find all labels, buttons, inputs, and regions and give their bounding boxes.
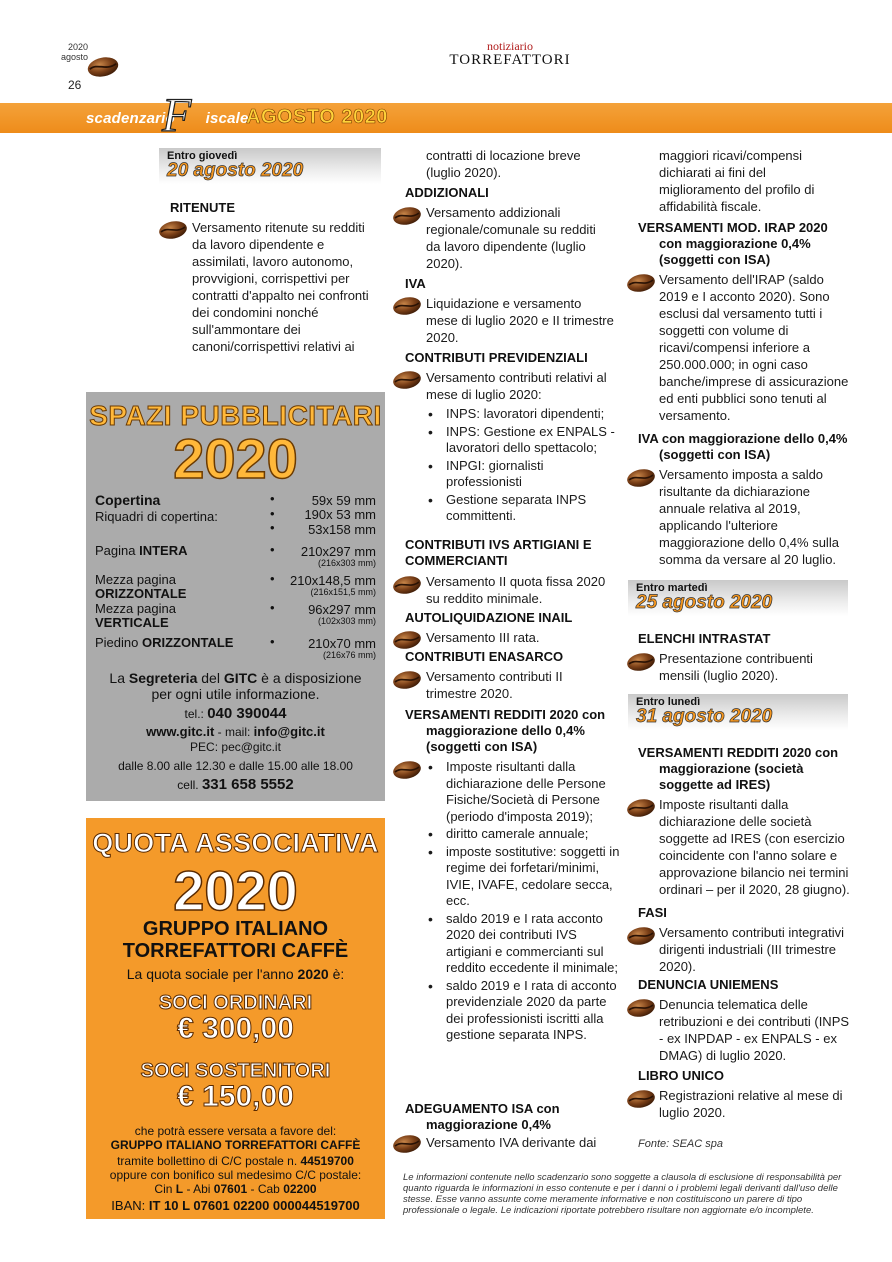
line: assimilati, lavoro autonomo,	[192, 254, 354, 269]
text-enasarco	[426, 668, 626, 702]
coffee-bean-icon	[392, 296, 422, 316]
membership-title: QUOTA ASSOCIATIVA	[92, 828, 379, 858]
coffee-bean-icon	[392, 670, 422, 690]
bullet: •	[270, 520, 275, 535]
bullet: •	[270, 600, 275, 615]
pay-line3	[86, 1154, 385, 1168]
line: ordinari – per il 2020, 28 giugno).	[659, 882, 850, 897]
line: - ex INPDAP - ex ENPALS - ex	[659, 1031, 837, 1046]
text-cont	[426, 147, 626, 181]
ad-row-size: 210x70 mm	[308, 636, 376, 651]
line: 250.000.000; in ogni caso	[659, 357, 808, 372]
band-f-letter: F	[162, 89, 192, 142]
coffee-bean-icon	[626, 1089, 656, 1109]
text-ivs	[426, 573, 626, 607]
ad-row-size: 210x148,5 mm	[290, 573, 376, 588]
date-header-31	[628, 694, 848, 730]
coffee-bean-icon	[626, 468, 656, 488]
ad-hours: dalle 8.00 alle 12.30 e dalle 15.00 alle 18.00	[118, 759, 353, 773]
t: - mail:	[214, 725, 254, 739]
coffee-bean-icon	[158, 220, 188, 240]
heading-addizionali: ADDIZIONALI	[405, 185, 489, 200]
date-small: Entro martedì	[636, 582, 708, 594]
ad-row-sub: (216x151,5 mm)	[310, 587, 376, 597]
date-header-20	[159, 148, 381, 184]
ad-row-sub: (102x303 mm)	[317, 616, 376, 626]
label-bold: INTERA	[139, 543, 188, 558]
pay-line2: GRUPPO ITALIANO TORREFATTORI CAFFÈ	[110, 1138, 361, 1152]
ad-spaces-year: 2020	[173, 427, 298, 490]
line: trimestre 2020.	[426, 686, 513, 701]
line: DMAG) di luglio 2020.	[659, 1048, 787, 1063]
heading-isa-1: ADEGUAMENTO ISA con	[405, 1101, 560, 1116]
ad-row-label: Mezza pagina	[95, 601, 176, 616]
line: sull'ammontare dei	[192, 322, 301, 337]
label-normal: Pagina	[95, 543, 140, 558]
coffee-bean-icon	[392, 1134, 422, 1154]
line: risultante da dichiarazione	[659, 484, 811, 499]
pay-line1: che potrà essere versata a favore del:	[134, 1124, 337, 1138]
brand-small: notiziario	[487, 39, 533, 53]
line: Versamento addizionali	[426, 205, 561, 220]
t: Segreteria	[128, 670, 198, 686]
t: è:	[328, 966, 345, 982]
pay-iban	[86, 1198, 385, 1213]
heading-iva: IVA	[405, 276, 426, 291]
membership-sost-amount: € 150,00	[177, 1080, 294, 1113]
ad-row-size: 53x158 mm	[308, 522, 376, 537]
date-big: 31 agosto 2020	[636, 706, 773, 727]
list-redditi	[426, 759, 622, 1045]
t: tramite bollettino di C/C postale n.	[117, 1154, 301, 1168]
membership-org1: GRUPPO ITALIANO	[142, 918, 329, 940]
ad-row-sub: (216x76 mm)	[322, 650, 376, 660]
membership-year: 2020	[173, 859, 298, 922]
line: da lavoro dipendente e	[192, 237, 325, 252]
line: retribuzioni e dei contributi (INPS	[659, 1014, 850, 1029]
line: Versamento II quota fissa 2020	[426, 574, 606, 589]
line: 2020).	[426, 256, 463, 271]
text-irap	[659, 271, 859, 424]
t: tel.:	[184, 707, 208, 721]
ad-info-line1	[86, 670, 385, 686]
ad-row-label-bold: VERTICALE	[95, 615, 169, 630]
line: contratti di locazione breve	[426, 148, 581, 163]
t: cell.	[177, 778, 202, 792]
t: - Abi	[183, 1182, 214, 1196]
coffee-bean-icon	[626, 273, 656, 293]
band-label-pre: scadenzario	[86, 110, 175, 127]
coffee-bean-icon	[626, 652, 656, 672]
heading-ivs-1: CONTRIBUTI IVS ARTIGIANI E	[405, 537, 592, 552]
text-libro	[659, 1087, 859, 1121]
t: L	[175, 1182, 184, 1196]
line: versamento.	[659, 408, 731, 423]
line: luglio 2020.	[659, 1105, 726, 1120]
heading-redsoc-2: maggiorazione (società	[659, 761, 804, 776]
heading-isa-2: maggiorazione 0,4%	[426, 1117, 551, 1132]
list-item: • INPS: Gestione ex ENPALS - lavoratori dello spettacolo;	[426, 424, 622, 457]
line: Versamento imposta a saldo	[659, 467, 824, 482]
bullet: •	[270, 506, 275, 521]
ad-pec: PEC: pec@gitc.it	[190, 740, 281, 754]
line: somma da versare al 20 luglio.	[659, 552, 837, 567]
line: Liquidazione e versamento	[426, 296, 582, 311]
t: La	[109, 670, 129, 686]
heading-redditi-3: (soggetti con ISA)	[426, 739, 538, 754]
source-credit: Fonte: SEAC spa	[638, 1138, 723, 1150]
bullet: •	[270, 571, 275, 586]
list-item: • INPGI: giornalisti professionisti	[426, 458, 622, 491]
header-date	[52, 42, 88, 62]
line: dei condomini nonché	[192, 305, 319, 320]
line: Versamento dell'IRAP (saldo	[659, 272, 824, 287]
ad-spaces-title: SPAZI PUBBLICITARI	[89, 400, 382, 431]
line: (luglio 2020).	[426, 165, 502, 180]
pay-line5	[86, 1182, 385, 1196]
coffee-bean-icon	[392, 575, 422, 595]
t: - Cab	[247, 1182, 284, 1196]
line: ed enti pubblici sono tenuti al	[659, 391, 827, 406]
line: Versamento III rata.	[426, 630, 540, 645]
ad-row-label: Riquadri di copertina:	[95, 509, 218, 524]
membership-sub	[86, 966, 385, 982]
heading-fasi: FASI	[638, 905, 667, 920]
text-inail	[426, 629, 626, 646]
band-month: AGOSTO 2020	[246, 106, 388, 128]
list-item: • imposte sostitutive: soggetti in regime dei forfetari/minimi, IVIE, IVAFE, cedolare secca, ecc.	[426, 844, 622, 910]
t: IT 10 L 07601 02200 000044519700	[148, 1198, 360, 1213]
line: dirigenti industriali (III trimestre	[659, 942, 836, 957]
line: 2020).	[659, 959, 696, 974]
line: Versamento IVA derivante dai	[426, 1135, 597, 1150]
date-big: 20 agosto 2020	[167, 160, 304, 181]
bullet: •	[270, 542, 275, 557]
line: maggiorazione dello 0,4% sulla	[659, 535, 839, 550]
text-redsoc	[659, 796, 859, 898]
line: Presentazione contribuenti	[659, 651, 813, 666]
brand-big: TORREFATTORI	[449, 52, 571, 68]
text-uniemens	[659, 996, 859, 1064]
line: provvigioni, corrispettivi per	[192, 271, 350, 286]
line: Versamento contributi relativi al	[426, 370, 607, 385]
brand-logo	[430, 40, 590, 68]
line: banche/imprese di assicurazione	[659, 374, 849, 389]
coffee-bean-icon	[392, 206, 422, 226]
line: regionale/comunale su redditi	[426, 222, 596, 237]
heading-irap-1: VERSAMENTI MOD. IRAP 2020	[638, 220, 828, 235]
t: La quota sociale per l'anno	[126, 966, 298, 982]
disclaimer: Le informazioni contenute nello scadenzario sono soggette a clausola di esclusione di responsabilità per quanto riguarda le informazioni in esso contenute e per i danni o i problemi legali derivanti dall'uso delle stesse. Esse vanno assunte come meramente informative e non costituiscono un parere di tipo professionale o legale. Le indicazioni riportate potrebbero risultare non aggiornate e/o incomplete.	[403, 1172, 842, 1216]
list-item: • diritto camerale annuale;	[426, 826, 622, 843]
line: affidabilità fiscale.	[659, 199, 762, 214]
label-normal: Piedino	[95, 635, 142, 650]
t: Cin	[154, 1182, 176, 1196]
coffee-bean-icon	[86, 56, 120, 78]
line: su reddito minimale.	[426, 591, 543, 606]
line: miglioramento del profilo di	[659, 182, 815, 197]
heading-redditi-1: VERSAMENTI REDDITI 2020 con	[405, 707, 606, 722]
line: da lavoro dipendente (luglio	[426, 239, 586, 254]
ad-row-label-bold: ORIZZONTALE	[95, 586, 187, 601]
coffee-bean-icon	[626, 798, 656, 818]
heading-inail: AUTOLIQUIDAZIONE INAIL	[405, 610, 573, 625]
line: canoni/corrispettivi relativi ai	[192, 339, 355, 354]
line: annuale relativa al 2019,	[659, 501, 801, 516]
list-previdenziali	[426, 406, 622, 526]
t: IBAN:	[111, 1198, 149, 1213]
coffee-bean-icon	[392, 370, 422, 390]
line: 2019 e I acconto 2020). Sono	[659, 289, 830, 304]
membership-box	[86, 818, 385, 1219]
ad-row-label: Copertina	[95, 492, 161, 508]
heading-ritenute: RITENUTE	[170, 200, 235, 215]
date-small: Entro lunedì	[636, 696, 701, 708]
t: 331 658 5552	[201, 776, 294, 793]
list-item: • INPS: lavoratori dipendenti;	[426, 406, 622, 423]
date-big: 25 agosto 2020	[636, 592, 773, 613]
heading-previdenziali: CONTRIBUTI PREVIDENZIALI	[405, 350, 588, 365]
membership-org2: TORREFATTORI CAFFÈ	[122, 940, 349, 962]
heading-intrastat: ELENCHI INTRASTAT	[638, 631, 771, 646]
date-header-25	[628, 580, 848, 616]
line: Versamento contributi integrativi	[659, 925, 844, 940]
line: Imposte risultanti dalla	[659, 797, 789, 812]
line: Registrazioni relative al mese di	[659, 1088, 843, 1103]
bullet: •	[270, 634, 275, 649]
bullet: •	[270, 491, 275, 506]
line: mese di luglio 2020:	[426, 387, 542, 402]
line: soggetti con volume di	[659, 323, 789, 338]
line: esclusi dal versamento tutti i	[659, 306, 823, 321]
ad-row-label: Mezza pagina	[95, 572, 176, 587]
text-ivamag	[659, 466, 859, 568]
ad-row-label	[95, 636, 233, 650]
heading-ivamag-2: (soggetti con ISA)	[659, 447, 771, 462]
line: coincidente con l'anno solare e	[659, 848, 838, 863]
t[interactable]: info@gitc.it	[253, 724, 325, 739]
line: maggiori ricavi/compensi	[659, 148, 803, 163]
line: mensili (luglio 2020).	[659, 668, 779, 683]
list-item: • saldo 2019 e I rata di acconto previdenziale 2020 da parte dei professionisti iscritti alla gestione separata INPS.	[426, 978, 622, 1044]
header-month: agosto	[60, 52, 88, 62]
coffee-bean-icon	[392, 630, 422, 650]
t: del	[197, 670, 224, 686]
membership-ord-amount: € 300,00	[177, 1012, 294, 1045]
heading-uniemens: DENUNCIA UNIEMENS	[638, 977, 779, 992]
ad-web-mail	[86, 724, 385, 739]
heading-ivamag-1: IVA con maggiorazione dello 0,4%	[638, 431, 848, 446]
line: dichiarazione delle società	[659, 814, 812, 829]
line: Denuncia telematica delle	[659, 997, 808, 1012]
ad-row-label	[95, 544, 187, 558]
ad-row-size: 210x297 mm	[300, 544, 376, 559]
heading-enasarco: CONTRIBUTI ENASARCO	[405, 649, 564, 664]
line: applicando l'ulteriore	[659, 518, 778, 533]
text-cont3	[659, 147, 859, 215]
ad-cell	[86, 776, 385, 793]
heading-ivs-2: COMMERCIANTI	[405, 553, 508, 568]
text-fasi	[659, 924, 859, 975]
membership-ord-label: SOCI ORDINARI	[158, 992, 313, 1014]
list-item: • Gestione separata INPS committenti.	[426, 492, 622, 525]
ad-tel	[86, 705, 385, 722]
t: 07601	[213, 1182, 248, 1196]
header-year: 2020	[67, 42, 88, 52]
text-isa	[426, 1134, 626, 1151]
ad-row-size: 96x297 mm	[308, 602, 376, 617]
t: è a disposizione	[257, 670, 362, 686]
coffee-bean-icon	[392, 760, 422, 780]
coffee-bean-icon	[626, 926, 656, 946]
heading-irap-2: con maggiorazione 0,4%	[659, 236, 811, 251]
heading-irap-3: (soggetti con ISA)	[659, 252, 771, 267]
date-small: Entro giovedì	[167, 150, 238, 162]
line: 2020.	[426, 330, 459, 345]
text-addizionali	[426, 204, 626, 272]
line: soggette ad IRES (con esercizio	[659, 831, 845, 846]
ad-spaces-box	[86, 392, 385, 801]
line: contratti d'appalto nei confronti	[192, 288, 369, 303]
line: mese di luglio 2020 e II trimestre	[426, 313, 614, 328]
ad-row-size: 190x 53 mm	[304, 507, 376, 522]
line: approvazione bilancio nei termini	[659, 865, 849, 880]
heading-redditi-2: maggiorazione dello 0,4%	[426, 723, 585, 738]
text-previdenziali	[426, 369, 626, 403]
text-ritenute	[192, 219, 387, 355]
text-intrastat	[659, 650, 859, 684]
heading-libro: LIBRO UNICO	[638, 1068, 724, 1083]
line: ricavi/compensi inferiore a	[659, 340, 811, 355]
t: 040 390044	[207, 705, 287, 722]
membership-sost-label: SOCI SOSTENITORI	[140, 1060, 331, 1082]
t: 02200	[283, 1182, 317, 1196]
line: Versamento contributi II	[426, 669, 563, 684]
pay-line4: oppure con bonifico sul medesimo C/C postale:	[109, 1168, 362, 1182]
ad-row-sub: (216x303 mm)	[317, 558, 376, 568]
label-bold: ORIZZONTALE	[141, 635, 234, 650]
t: GITC	[223, 670, 258, 686]
list-item: • saldo 2019 e I rata acconto 2020 dei contributi IVS artigiani e commercianti sul reddito eccedente il minimale;	[426, 911, 622, 977]
band-label-post: iscale ·	[205, 110, 259, 127]
line: dichiarati ai fini del	[659, 165, 766, 180]
line: Versamento ritenute su redditi	[192, 220, 365, 235]
ad-row-size: 59x 59 mm	[311, 493, 376, 508]
t[interactable]: www.gitc.it	[146, 724, 215, 739]
ad-info-line2: per ogni utile informazione.	[151, 686, 320, 702]
heading-redsoc-3: soggette ad IRES)	[659, 777, 771, 792]
list-item: • Imposte risultanti dalla dichiarazione delle Persone Fisiche/Società di Persone (periodo d'imposta 2019);	[426, 759, 622, 825]
t: 44519700	[300, 1154, 354, 1168]
coffee-bean-icon	[626, 998, 656, 1018]
text-iva	[426, 295, 626, 346]
heading-redsoc-1: VERSAMENTI REDDITI 2020 con	[638, 745, 839, 760]
page-number: 26	[68, 78, 82, 92]
t: 2020	[297, 966, 329, 982]
